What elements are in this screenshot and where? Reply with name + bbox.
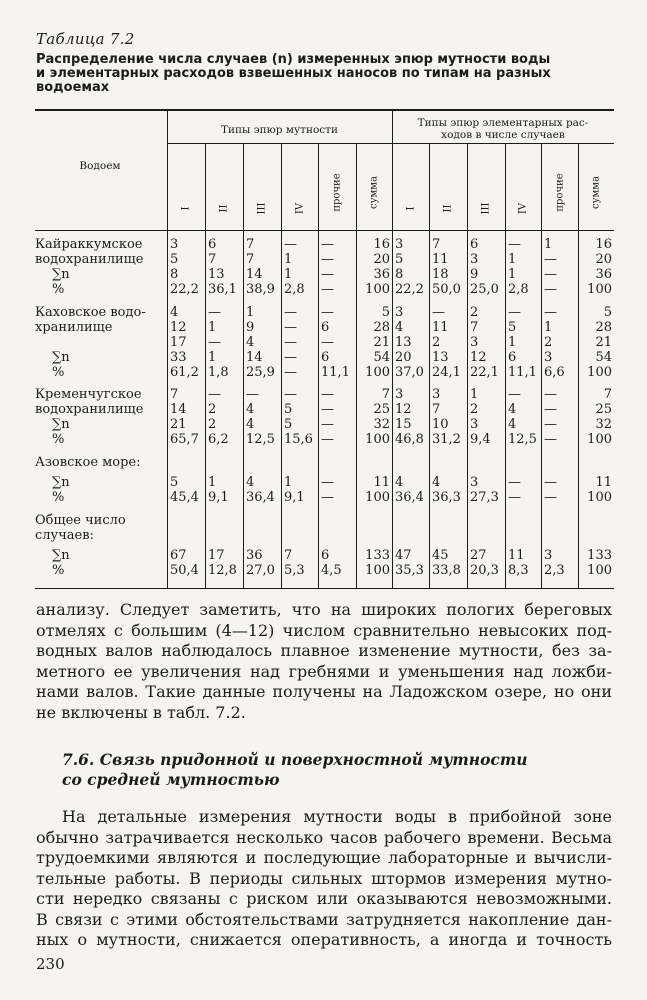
table-cell: 4: [508, 417, 517, 432]
row-label: Кайраккумское: [35, 237, 143, 252]
table-cell: 7: [208, 252, 217, 267]
table-cell: —: [321, 432, 334, 447]
table-cell: 25,9: [246, 365, 275, 380]
table-cell: 3: [395, 387, 404, 402]
table-cell: 54: [373, 350, 390, 365]
table-cell: 100: [587, 563, 612, 578]
header-discharge-types: [392, 117, 614, 141]
table-cell: 11: [432, 320, 449, 335]
table-cell: 47: [395, 548, 412, 563]
table-cell: 14: [246, 267, 263, 282]
table-cell: —: [246, 387, 259, 402]
table-cell: —: [208, 335, 221, 350]
row-label: хранилище: [35, 320, 113, 335]
table-cell: 1: [544, 237, 553, 252]
table-cell: 4: [246, 417, 255, 432]
table-cell: —: [544, 417, 557, 432]
header-line: Типы эпюр элементарных рас-: [417, 117, 589, 129]
row-label: Общее число: [35, 513, 126, 528]
table-cell: 36,3: [432, 490, 461, 505]
table-cell: 1: [508, 335, 517, 350]
table-cell: 1: [544, 320, 553, 335]
table-label: Таблица 7.2: [36, 30, 135, 48]
table-cell: 27: [470, 548, 487, 563]
table-cell: 28: [373, 320, 390, 335]
table-cell: 9: [470, 267, 479, 282]
table-cell: 3: [470, 475, 479, 490]
table-cell: 12,5: [508, 432, 537, 447]
subcol-header: III: [480, 202, 492, 215]
table-cell: 1: [508, 267, 517, 282]
table-cell: 8: [170, 267, 179, 282]
table-cell: 46,8: [395, 432, 424, 447]
table-cell: 4: [508, 402, 517, 417]
row-label: ∑n: [52, 475, 70, 490]
section-title-line: 7.6. Связь придонной и поверхностной мутности: [62, 750, 528, 769]
table-cell: 133: [365, 548, 390, 563]
table-cell: 20: [395, 350, 412, 365]
table-cell: 7: [381, 387, 390, 402]
subcol-header: II: [218, 204, 230, 213]
text-line: водных валов наблюдалось плавное изменение мутности, без за-: [36, 641, 612, 660]
table-cell: —: [208, 387, 221, 402]
table-cell: 32: [595, 417, 612, 432]
table-cell: 2: [432, 335, 441, 350]
table-cell: 15,6: [284, 432, 313, 447]
row-label: Азовское море:: [35, 455, 141, 470]
table-cell: —: [508, 387, 521, 402]
table-cell: 7: [246, 252, 255, 267]
table-cell: 28: [595, 320, 612, 335]
table-cell: 67: [170, 548, 187, 563]
row-label: ∑n: [52, 417, 70, 432]
table-cell: 7: [246, 237, 255, 252]
table-cell: 18: [432, 267, 449, 282]
table-cell: —: [508, 475, 521, 490]
table-cell: 100: [365, 563, 390, 578]
table-cell: 3: [432, 387, 441, 402]
table-cell: 16: [595, 237, 612, 252]
table-cell: 14: [246, 350, 263, 365]
table-cell: 2: [470, 305, 479, 320]
row-label: ∑n: [52, 548, 70, 563]
table-cell: —: [544, 432, 557, 447]
table-cell: 38,9: [246, 282, 275, 297]
subcol-header: IV: [294, 202, 305, 215]
table-cell: 1: [208, 350, 217, 365]
table-cell: —: [544, 252, 557, 267]
row-label: %: [52, 432, 65, 447]
table-cell: —: [508, 490, 521, 505]
table-cell: 100: [365, 365, 390, 380]
table-cell: 1: [470, 387, 479, 402]
table-column-rule: [205, 143, 206, 588]
table-cell: 45: [432, 548, 449, 563]
table-cell: 5: [170, 475, 179, 490]
page-number: 230: [36, 955, 65, 973]
table-cell: 11: [508, 548, 525, 563]
table-cell: 2,8: [284, 282, 305, 297]
table-cell: 54: [595, 350, 612, 365]
row-label: водохранилище: [35, 402, 144, 417]
subcol-header: сумма: [368, 176, 380, 210]
table-cell: 13: [208, 267, 225, 282]
table-cell: 5: [284, 417, 293, 432]
text-line: метного ее увеличения над гребнями и уменьшения над ложби-: [36, 661, 612, 681]
table-cell: 7: [432, 402, 441, 417]
row-label: %: [52, 282, 65, 297]
table-cell: —: [544, 282, 557, 297]
table-cell: 4: [246, 402, 255, 417]
table-cell: 3: [395, 237, 404, 252]
table-cell: 25: [373, 402, 390, 417]
table-cell: 5: [395, 252, 404, 267]
table-cell: 100: [365, 432, 390, 447]
table-cell: 6: [470, 237, 479, 252]
table-cell: 20: [373, 252, 390, 267]
table-cell: —: [208, 305, 221, 320]
table-cell: 50,4: [170, 563, 199, 578]
header-turbidity-types: Типы эпюр мутности: [221, 124, 338, 136]
table-cell: 21: [595, 335, 612, 350]
table-cell: 4: [246, 335, 255, 350]
table-cell: 100: [365, 490, 390, 505]
table-cell: 2: [470, 402, 479, 417]
table-cell: 7: [470, 320, 479, 335]
table-cell: 1,8: [208, 365, 229, 380]
text-line: ных о мутности, снижается оперативность, а иногда и точность: [36, 930, 612, 949]
subcol-header: III: [256, 202, 268, 215]
table-cell: 12: [470, 350, 487, 365]
table-cell: 100: [587, 432, 612, 447]
text-line: В связи с этими обстоятельствами затрудняется накопление дан-: [36, 909, 612, 929]
table-column-rule: [429, 143, 430, 588]
table-group-rule: [167, 143, 614, 144]
text-line: не включены в табл. 7.2.: [36, 702, 246, 722]
table-cell: —: [321, 475, 334, 490]
table-cell: 7: [170, 387, 179, 402]
text-line: трудоемкими являются и последующие лабораторные и вычисли-: [36, 848, 612, 867]
table-column-rule: [167, 109, 168, 588]
table-cell: 61,2: [170, 365, 199, 380]
table-cell: 50,0: [432, 282, 461, 297]
subcol-header: прочие: [331, 173, 343, 212]
table-cell: 20: [595, 252, 612, 267]
row-label: ∑n: [52, 350, 70, 365]
table-cell: 7: [284, 548, 293, 563]
caption-line: водоемах: [36, 80, 110, 95]
row-label: водохранилище: [35, 252, 144, 267]
table-column-rule: [541, 143, 542, 588]
table-cell: 21: [373, 335, 390, 350]
table-column-rule: [505, 143, 506, 588]
caption-line: и элементарных расходов взвешенных наносов по типам на разных: [36, 66, 551, 81]
row-label: ∑n: [52, 267, 70, 282]
table-cell: 36,1: [208, 282, 237, 297]
table-cell: 27,0: [246, 563, 275, 578]
table-cell: 4: [395, 475, 404, 490]
table-cell: 32: [373, 417, 390, 432]
table-cell: 17: [170, 335, 187, 350]
header-line: ходов в числе случаев: [441, 129, 565, 141]
table-cell: 6,2: [208, 432, 229, 447]
table-cell: 9,1: [208, 490, 229, 505]
table-cell: 1: [246, 305, 255, 320]
table-cell: —: [321, 282, 334, 297]
table-cell: 133: [587, 548, 612, 563]
table-cell: 20,3: [470, 563, 499, 578]
section-title-line: со средней мутностью: [62, 770, 280, 789]
text-line: анализу. Следует заметить, что на широких пологих береговых: [36, 600, 612, 619]
row-label: %: [52, 563, 65, 578]
subcol-header: II: [442, 204, 454, 213]
table-caption: [36, 53, 616, 95]
table-cell: 9,1: [284, 490, 305, 505]
table-cell: 3: [395, 305, 404, 320]
table-cell: 16: [373, 237, 390, 252]
row-label: Каховское водо-: [35, 305, 146, 320]
table-cell: 45,4: [170, 490, 199, 505]
table-cell: 3: [544, 548, 553, 563]
table-cell: 13: [432, 350, 449, 365]
subcol-header: I: [180, 206, 192, 211]
text-line: сти нередко связаны с риском или оказываются невозможными.: [36, 889, 612, 908]
table-cell: 1: [208, 475, 217, 490]
table-cell: 33,8: [432, 563, 461, 578]
table-cell: —: [321, 305, 334, 320]
table-top-rule: [35, 109, 614, 111]
table-cell: 15: [395, 417, 412, 432]
table-cell: 11,1: [508, 365, 537, 380]
table-cell: 36: [595, 267, 612, 282]
table-cell: 7: [603, 387, 612, 402]
table-cell: 1: [208, 320, 217, 335]
table-cell: 22,1: [470, 365, 499, 380]
table-column-rule: [281, 143, 282, 588]
table-cell: 5,3: [284, 563, 305, 578]
table-cell: 11: [373, 475, 390, 490]
table-cell: 100: [587, 490, 612, 505]
table-cell: 11,1: [321, 365, 350, 380]
table-cell: —: [432, 305, 445, 320]
table-cell: 12,8: [208, 563, 237, 578]
table-cell: 5: [381, 305, 390, 320]
table-cell: 2: [208, 402, 217, 417]
table-cell: 24,1: [432, 365, 461, 380]
table-cell: 5: [603, 305, 612, 320]
table-cell: 65,7: [170, 432, 199, 447]
paragraph-section: [36, 807, 612, 951]
text-line: тельные работы. В периоды сильных штормов измерения мутно-: [36, 868, 612, 888]
table-cell: —: [321, 387, 334, 402]
table-column-rule: [318, 143, 319, 588]
table-cell: 8,3: [508, 563, 529, 578]
table-cell: 5: [170, 252, 179, 267]
table-cell: —: [321, 252, 334, 267]
text-line: нами валов. Такие данные получены на Ладожском озере, но они: [36, 682, 612, 701]
paragraph-continuation: [36, 600, 612, 723]
table-cell: —: [321, 267, 334, 282]
table-cell: 2,3: [544, 563, 565, 578]
table-cell: 36,4: [395, 490, 424, 505]
table-cell: 11: [432, 252, 449, 267]
table-bottom-rule: [35, 588, 614, 589]
table-cell: 3: [170, 237, 179, 252]
table-cell: —: [544, 267, 557, 282]
table-column-rule: [467, 143, 468, 588]
section-title: [62, 750, 528, 790]
table-cell: —: [321, 335, 334, 350]
table-cell: 10: [432, 417, 449, 432]
table-cell: 31,2: [432, 432, 461, 447]
table-cell: 5: [284, 402, 293, 417]
table-cell: —: [284, 320, 297, 335]
row-label: случаев:: [35, 528, 94, 543]
table-cell: 36: [373, 267, 390, 282]
table-cell: 35,3: [395, 563, 424, 578]
table-cell: 37,0: [395, 365, 424, 380]
table-cell: 12: [395, 402, 412, 417]
table-cell: —: [284, 237, 297, 252]
table-cell: —: [284, 335, 297, 350]
text-line: отмелях с большим (4—12) числом сравнительно невысоких под-: [36, 620, 612, 640]
table-cell: 6: [321, 320, 330, 335]
table-cell: —: [508, 237, 521, 252]
text-line: обычно затрачивается несколько часов рабочего времени. Весьма: [36, 827, 612, 847]
table-cell: 1: [284, 252, 293, 267]
table-cell: —: [284, 387, 297, 402]
table-cell: 4: [170, 305, 179, 320]
table-cell: 33: [170, 350, 187, 365]
table-cell: 36: [246, 548, 263, 563]
table-cell: 27,3: [470, 490, 499, 505]
table-cell: 4: [395, 320, 404, 335]
table-cell: —: [321, 490, 334, 505]
table-cell: 7: [432, 237, 441, 252]
table-cell: 3: [470, 417, 479, 432]
table-cell: —: [544, 475, 557, 490]
subcol-header: прочие: [554, 173, 565, 212]
table-cell: 2,8: [508, 282, 529, 297]
table-cell: 2: [208, 417, 217, 432]
table-column-rule: [392, 109, 393, 588]
table-cell: —: [284, 365, 297, 380]
table-cell: 14: [170, 402, 187, 417]
table-cell: 4: [432, 475, 441, 490]
table-cell: 21: [170, 417, 187, 432]
table-cell: 6: [321, 350, 330, 365]
row-label: Кременчугское: [35, 387, 142, 402]
table-cell: 8: [395, 267, 404, 282]
subcol-header: сумма: [590, 176, 602, 210]
table-cell: —: [321, 402, 334, 417]
table-cell: 36,4: [246, 490, 275, 505]
table-cell: —: [508, 305, 521, 320]
caption-line: Распределение числа случаев (n) измеренных эпюр мутности воды: [36, 52, 551, 67]
table-cell: 22,2: [170, 282, 199, 297]
table-cell: 25: [595, 402, 612, 417]
table-cell: 12: [170, 320, 187, 335]
table-cell: 100: [587, 282, 612, 297]
table-cell: 6: [208, 237, 217, 252]
table-cell: 3: [544, 350, 553, 365]
table-cell: 3: [470, 252, 479, 267]
table-cell: 5: [508, 320, 517, 335]
header-reservoir: Водоем: [79, 160, 121, 172]
table-cell: 22,2: [395, 282, 424, 297]
table-cell: —: [321, 237, 334, 252]
table-cell: —: [544, 387, 557, 402]
text-line: На детальные измерения мутности воды в прибойной зоне: [62, 807, 612, 826]
row-label: %: [52, 490, 65, 505]
table-cell: —: [544, 490, 557, 505]
table-cell: 3: [470, 335, 479, 350]
table-cell: —: [321, 417, 334, 432]
table-cell: 2: [544, 335, 553, 350]
row-label: %: [52, 365, 65, 380]
table-column-rule: [243, 143, 244, 588]
table-cell: 17: [208, 548, 225, 563]
table-cell: 4,5: [321, 563, 342, 578]
table-cell: 6: [321, 548, 330, 563]
table-cell: 12,5: [246, 432, 275, 447]
table-cell: 9: [246, 320, 255, 335]
table-cell: 4: [246, 475, 255, 490]
table-cell: 100: [587, 365, 612, 380]
subcol-header: IV: [517, 202, 529, 215]
table-cell: 13: [395, 335, 412, 350]
table-cell: 100: [365, 282, 390, 297]
subcol-header: I: [405, 206, 416, 211]
table-cell: 25,0: [470, 282, 499, 297]
table-cell: 6: [508, 350, 517, 365]
table-cell: 9,4: [470, 432, 491, 447]
table-cell: —: [544, 305, 557, 320]
table-cell: —: [284, 350, 297, 365]
table-cell: 6,6: [544, 365, 565, 380]
table-cell: —: [284, 305, 297, 320]
table-cell: 11: [595, 475, 612, 490]
table-cell: 1: [284, 267, 293, 282]
table-cell: 1: [508, 252, 517, 267]
table-cell: 1: [284, 475, 293, 490]
table-cell: —: [544, 402, 557, 417]
